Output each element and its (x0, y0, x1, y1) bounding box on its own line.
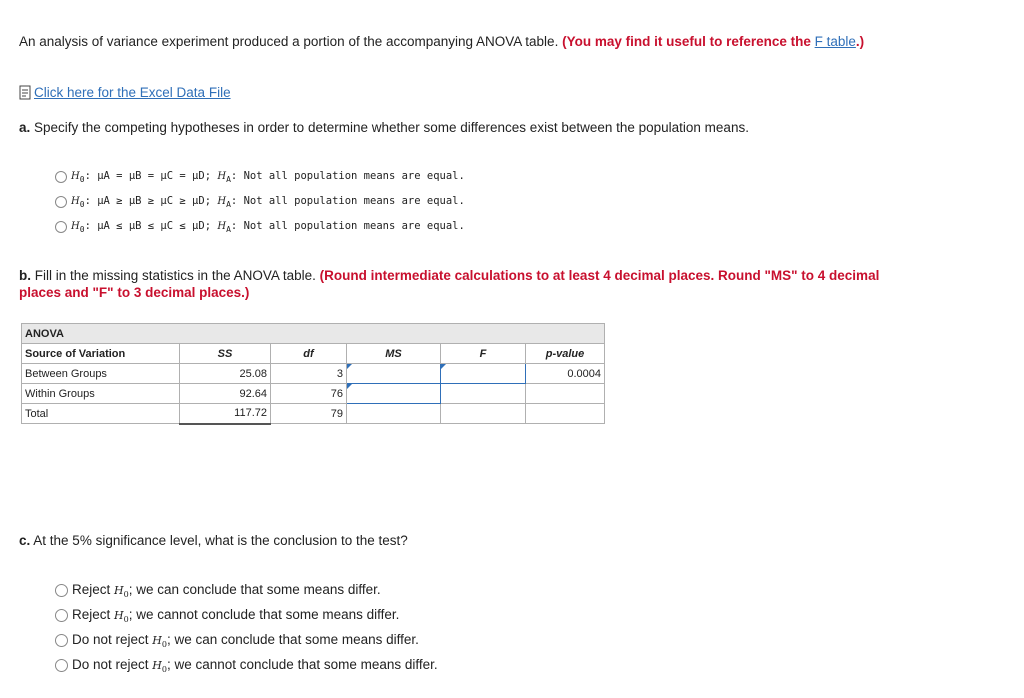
document-icon (19, 85, 32, 100)
radio-button[interactable] (55, 171, 67, 183)
header-ms: MS (347, 344, 441, 364)
header-f: F (441, 344, 526, 364)
part-a-question: a. Specify the competing hypotheses in order to determine whether some differences exist between the population means. (19, 120, 749, 135)
hypothesis-option-2[interactable]: $H_0$: μA ≥ μB ≥ μC ≥ μD; $H_A$: Not all population means are equal. (55, 195, 465, 209)
header-source: Source of Variation (22, 344, 180, 364)
table-row: Total 117.72 79 (22, 404, 605, 424)
radio-button[interactable] (55, 196, 67, 208)
f-input[interactable] (441, 364, 526, 384)
header-p-value: p-value (526, 344, 605, 364)
intro-emphasis: (You may find it useful to reference the F table.) (562, 34, 865, 49)
conclusion-option-4[interactable]: Do not reject $H_0$; we cannot conclude that some means differ. (55, 657, 438, 674)
hypothesis-option-1[interactable]: $H_0$: μA = μB = μC = μD; $H_A$: Not all population means are equal. (55, 170, 465, 184)
table-row: Between Groups 25.08 3 0.0004 (22, 364, 605, 384)
conclusion-option-3[interactable]: Do not reject $H_0$; we can conclude that some means differ. (55, 632, 419, 649)
excel-file-link[interactable]: Click here for the Excel Data File (19, 85, 231, 100)
table-title: ANOVA (22, 324, 605, 344)
radio-button[interactable] (55, 634, 68, 647)
radio-button[interactable] (55, 584, 68, 597)
conclusion-option-2[interactable]: Reject $H_0$; we cannot conclude that some means differ. (55, 607, 399, 624)
conclusion-option-1[interactable]: Reject $H_0$; we can conclude that some means differ. (55, 582, 381, 599)
radio-button[interactable] (55, 659, 68, 672)
f-table-link[interactable]: F table (814, 34, 856, 49)
radio-button[interactable] (55, 609, 68, 622)
part-c-question: c. At the 5% significance level, what is the conclusion to the test? (19, 533, 408, 548)
table-row: Within Groups 92.64 76 (22, 384, 605, 404)
header-ss: SS (180, 344, 271, 364)
ms-between-input[interactable] (347, 364, 441, 384)
hypothesis-option-3[interactable]: $H_0$: μA ≤ μB ≤ μC ≤ μD; $H_A$: Not all population means are equal. (55, 220, 465, 234)
radio-button[interactable] (55, 221, 67, 233)
part-b-question: b. Fill in the missing statistics in the ANOVA table. (Round intermediate calculations to at least 4 decimal places. Round "MS" to 4 decimal places and "F" to 3 decimal places.) (19, 268, 880, 300)
ms-within-input[interactable] (347, 384, 441, 404)
header-df: df (271, 344, 347, 364)
intro-text: An analysis of variance experiment produced a portion of the accompanying ANOVA table. (You may find it useful to reference the F table.) (19, 34, 865, 49)
anova-table (21, 323, 605, 425)
